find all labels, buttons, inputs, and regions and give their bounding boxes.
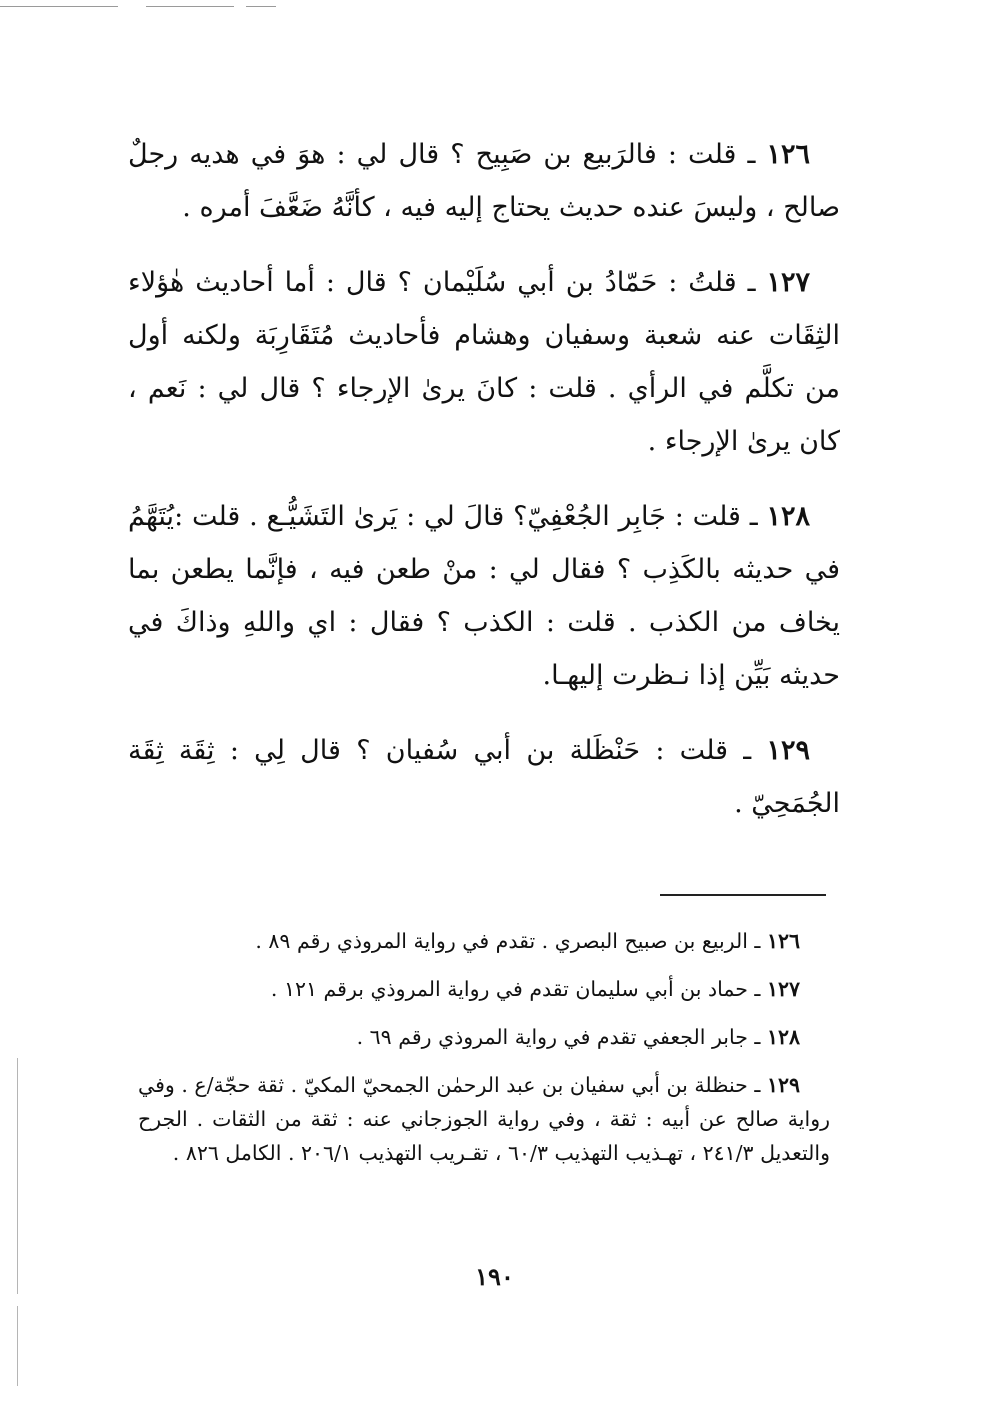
- entry-text: ـ قلت : فالرَبيع بن صَبِيح ؟ قال لي : هوَ في هديه رجلٌ صالح ، وليسَ عنده حديث يحتاج إليه فيه ، كأنَّهُ ضَعَّفَ أمره .: [128, 139, 840, 223]
- scan-margin-line: [17, 1058, 18, 1294]
- entry-127: [128, 256, 840, 468]
- footnote-separator: [660, 894, 826, 896]
- scan-edge-line: [246, 6, 276, 7]
- footnote-129: [138, 1068, 830, 1170]
- footnote-text: ـ جابر الجعفي تقدم في رواية المروذي رقم ٦٩ .: [356, 1025, 767, 1049]
- footnotes: [138, 924, 830, 1184]
- entry-128: [128, 490, 840, 702]
- entry-number: ١٢٨: [766, 501, 810, 532]
- entry-126: [128, 128, 840, 234]
- footnote-text: ـ الربيع بن صبيح البصري . تقدم في رواية المروذي رقم ٨٩ .: [255, 929, 767, 953]
- scan-edge-line: [0, 6, 118, 7]
- entry-number: ١٢٩: [766, 735, 810, 766]
- footnote-127: [138, 972, 830, 1006]
- footnote-128: [138, 1020, 830, 1054]
- scan-margin-line: [17, 1306, 18, 1386]
- entry-number: ١٢٧: [766, 267, 810, 298]
- entry-129: [128, 724, 840, 830]
- footnote-number: ١٢٩: [766, 1073, 800, 1097]
- footnote-text: ـ حنظلة بن أبي سفيان بن عبد الرحمٰن الجمحيّ المكيّ . ثقة حجّة/ع . وفي رواية صالح عن أبيه : ثقة ، وفي رواية الجوزجاني عنه : ثقة من الثقات . الجرح والتعديل ٢٤١/٣ ، تهـذيب التهذيب ٦٠/٣ ، تقـريب التهذيب ٢٠٦/١ . الكامل ٨٢٦ .: [138, 1073, 830, 1165]
- entry-number: ١٢٦: [766, 139, 810, 170]
- footnote-number: ١٢٨: [766, 1025, 800, 1049]
- main-text: [128, 128, 840, 852]
- scan-edge-line: [146, 6, 234, 7]
- entry-text: ـ قلت : جَابِر الجُعْفِيّ؟ قالَ لي : يَرىٰ التَشَيُّـع . قلت :يُتَهَّمُ في حديثه بالكَذِب ؟ فقال لي : منْ طعن فيه ، فإنَّما يطعن بما يخاف من الكذب . قلت : الكذب ؟ فقال : اي واللهِ وذاكَ في حديثه بَيِّن إذا نـظرت إليهـا.: [128, 501, 840, 691]
- entry-text: ـ قلت : حَنْظَلة بن أبي سُفيان ؟ قال لِي : ثِقَة ثِقَة الجُمَحِيّ .: [128, 735, 840, 819]
- entry-text: ـ قلتُ : حَمّادُ بن أبي سُلَيْمان ؟ قال : أما أحاديث هٰؤلاء الثِقَات عنه شعبة وسفيان وهشام فأحاديث مُتَقَارِبَة ولكنه أول من تكلَّم في الرأي . قلت : كانَ يرىٰ الإرجاء ؟ قال لي : نَعم ، كان يرىٰ الإرجاء .: [128, 267, 840, 457]
- page-number: ١٩٠: [475, 1262, 514, 1291]
- footnote-126: [138, 924, 830, 958]
- footnote-number: ١٢٧: [766, 977, 800, 1001]
- footnote-number: ١٢٦: [766, 929, 800, 953]
- footnote-text: ـ حماد بن أبي سليمان تقدم في رواية المروذي برقم ١٢١ .: [270, 977, 767, 1001]
